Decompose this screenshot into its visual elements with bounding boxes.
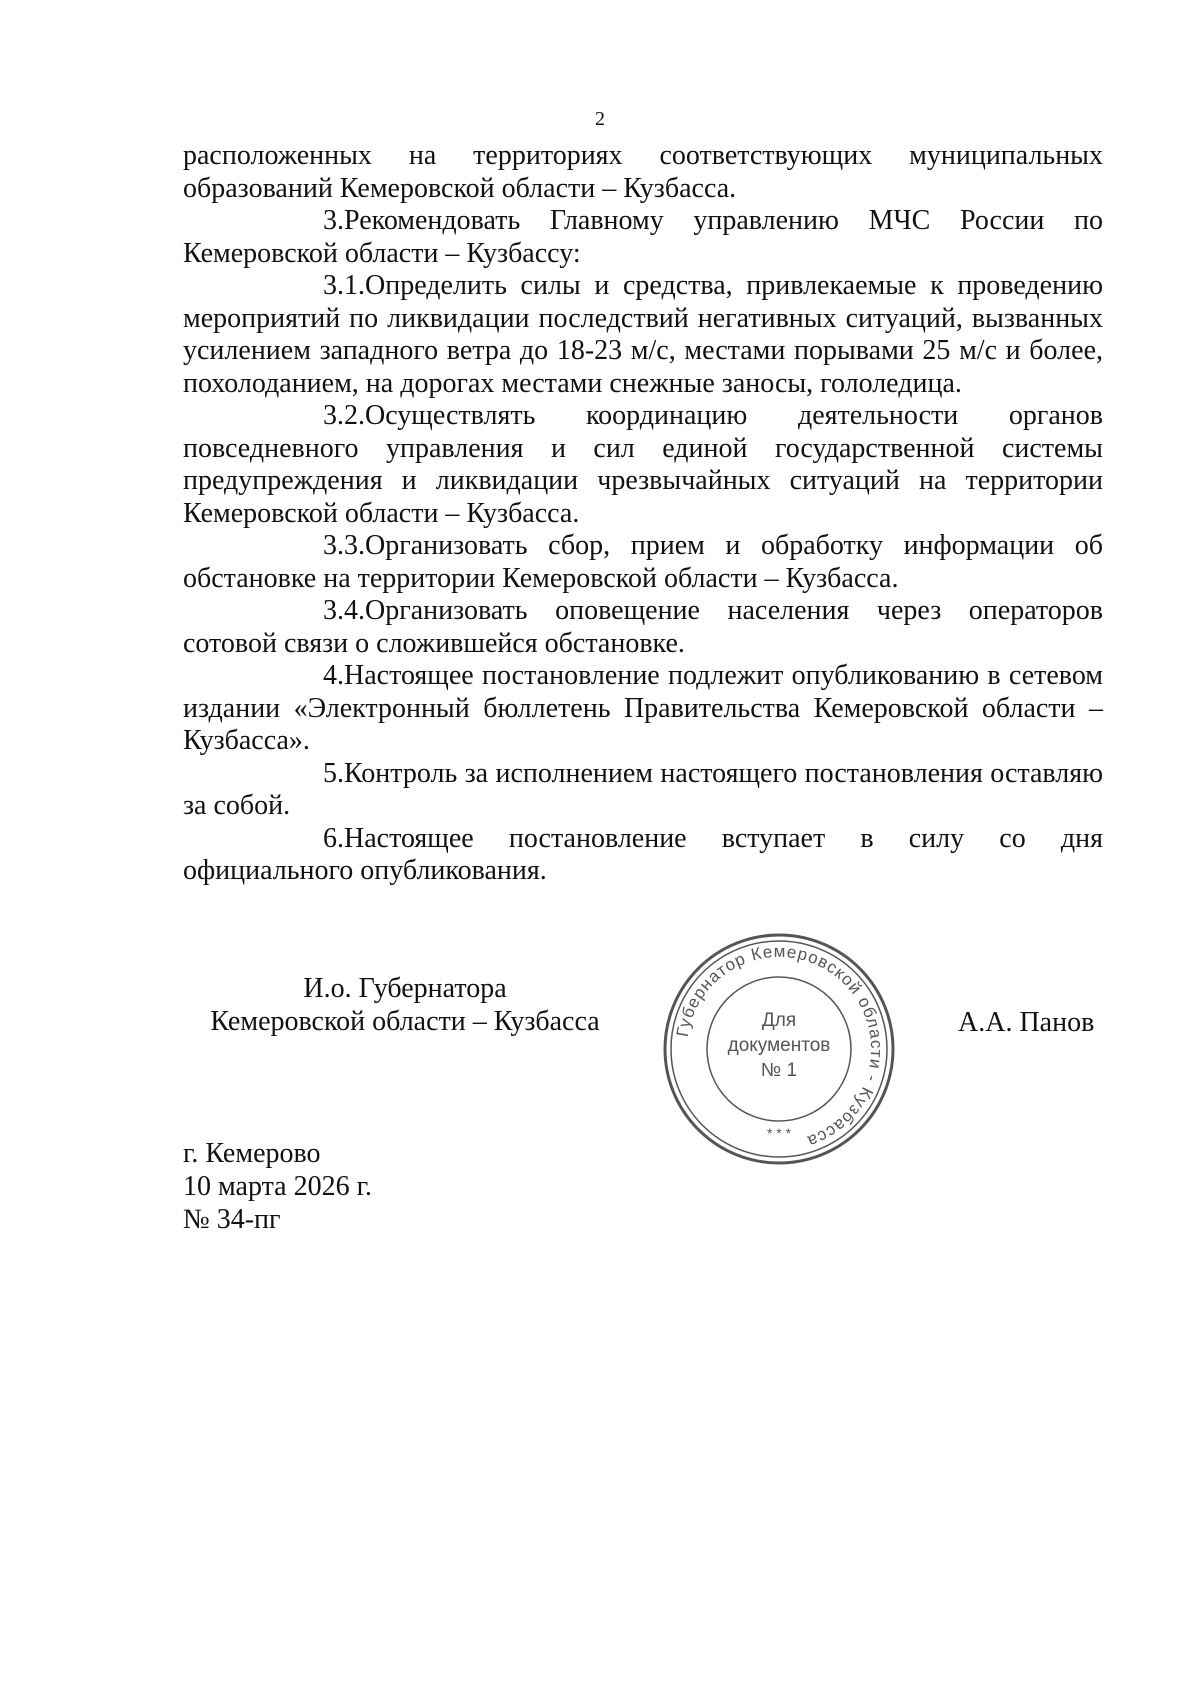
stamp-center-line1: Для [761, 1010, 797, 1031]
footer-date: 10 марта 2026 г. [183, 1171, 372, 1202]
paragraph-number: 3.3. [323, 530, 365, 561]
paragraph-3-1 [183, 270, 1103, 400]
paragraph-text: Рекомендовать Главному управлению МЧС России по Кемеровской области – Кузбассу: [183, 205, 1103, 269]
paragraph-text: Настоящее постановление подлежит опубликованию в сетевом издании «Электронный бюллетень Правительства Кемеровской области – Кузбасса». [183, 660, 1103, 756]
stamp-center-line3: № 1 [760, 1060, 798, 1081]
paragraph-3-4 [183, 595, 1103, 660]
page-number: 2 [595, 108, 605, 130]
paragraph-text: Организовать оповещение населения через операторов сотовой связи о сложившейся обстановке. [183, 595, 1103, 659]
paragraph-text: Организовать сбор, прием и обработку информации об обстановке на территории Кемеровской области – Кузбасса. [183, 530, 1103, 594]
paragraph-3-3 [183, 530, 1103, 595]
signatory-name: А.А. Панов [958, 1007, 1095, 1038]
document-body [183, 140, 1103, 888]
signatory-title-line2: Кемеровской области – Кузбасса [210, 1006, 600, 1037]
footer-number: № 34-пг [183, 1204, 281, 1235]
paragraph-text: расположенных на территориях соответствующих муниципальных образований Кемеровской области – Кузбасса. [183, 140, 1103, 204]
paragraph-text: Определить силы и средства, привлекаемые к проведению мероприятий по ликвидации последствий негативных ситуаций, вызванных усилением западного ветра до 18-23 м/с, местами порывами 25 м/с и более, похолоданием, на дорогах местами снежные заносы, гололедица. [183, 270, 1103, 399]
stamp-ring-text: Губернатор Кемеровской области - Кузбасса [672, 941, 887, 1152]
paragraph-number: 4. [323, 660, 344, 691]
signatory-title [205, 972, 605, 1038]
paragraph-number: 3. [323, 205, 344, 236]
stamp-center-line2: документов [727, 1035, 831, 1056]
signatory-title-line1: И.о. Губернатора [303, 973, 507, 1004]
footer-city: г. Кемерово [183, 1138, 321, 1169]
paragraph-number: 3.2. [323, 400, 365, 431]
paragraph-number: 6. [323, 822, 344, 854]
paragraph-4 [183, 660, 1103, 758]
official-stamp [660, 930, 898, 1168]
paragraph-number: 3.4. [323, 595, 365, 626]
stamp-bottom-marks: * * * [766, 1125, 792, 1141]
paragraph-text: Контроль за исполнением настоящего постановления оставляю за собой. [183, 757, 1103, 821]
paragraph-continuation [183, 140, 1103, 205]
paragraph-number: 5. [323, 757, 344, 789]
paragraph-text: Осуществлять координацию деятельности органов повседневного управления и сил единой государственной системы предупреждения и ликвидации чрезвычайных ситуаций на территории Кемеровской области – Кузбасса. [183, 400, 1103, 529]
paragraph-5 [183, 758, 1103, 823]
paragraph-3-2 [183, 400, 1103, 530]
paragraph-number: 3.1. [323, 270, 365, 301]
paragraph-text: Настоящее постановление вступает в силу со дня официального опубликования. [183, 822, 1103, 886]
paragraph-3 [183, 205, 1103, 270]
paragraph-6 [183, 823, 1103, 888]
document-footer [183, 1137, 372, 1236]
